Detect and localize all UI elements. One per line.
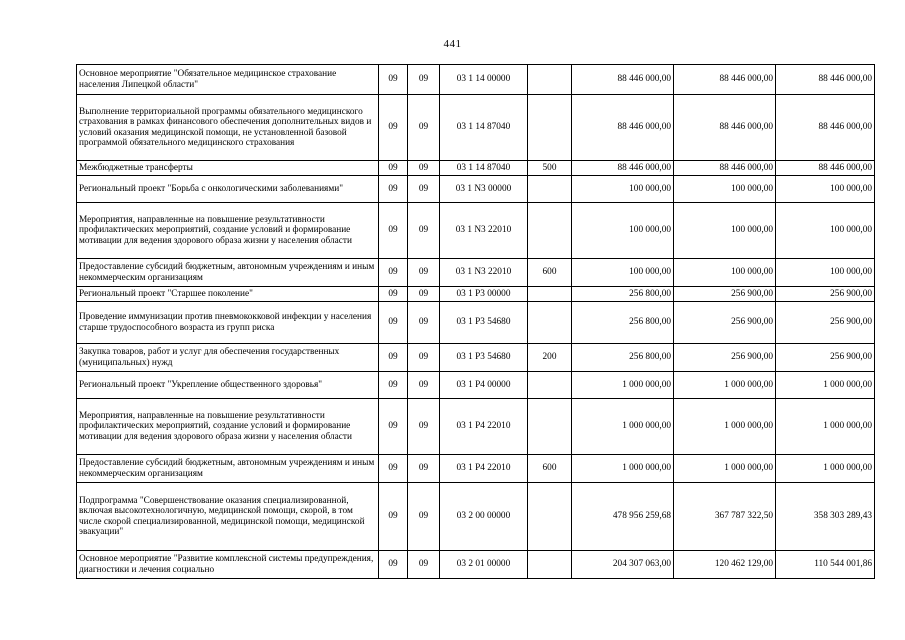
row-name: Предоставление субсидий бюджетным, автономным учреждениям и иным некоммерческим организациям [77, 455, 379, 483]
row-target-article-code: 03 1 P3 54680 [440, 344, 528, 372]
table-row [77, 203, 875, 259]
row-amount-year3: 1 000 000,00 [776, 399, 875, 455]
row-expense-type-code: 600 [528, 259, 572, 287]
row-name: Основное мероприятие "Развитие комплексной системы предупреждения, диагностики и лечения социально [77, 551, 379, 579]
row-target-article-code: 03 1 P4 22010 [440, 455, 528, 483]
row-expense-type-code [528, 483, 572, 551]
row-amount-year1: 204 307 063,00 [572, 551, 674, 579]
page-number: 441 [443, 38, 462, 50]
row-name: Межбюджетные трансферты [77, 161, 379, 176]
row-amount-year1: 88 446 000,00 [572, 65, 674, 95]
table-row [77, 483, 875, 551]
row-amount-year2: 367 787 322,50 [674, 483, 776, 551]
row-target-article-code: 03 1 14 00000 [440, 65, 528, 95]
row-subsection-code: 09 [408, 65, 440, 95]
row-amount-year1: 88 446 000,00 [572, 161, 674, 176]
row-amount-year3: 1 000 000,00 [776, 455, 875, 483]
row-expense-type-code: 600 [528, 455, 572, 483]
row-amount-year2: 256 900,00 [674, 344, 776, 372]
row-amount-year1: 478 956 259,68 [572, 483, 674, 551]
table-row [77, 551, 875, 579]
table-row [77, 176, 875, 203]
row-amount-year2: 100 000,00 [674, 176, 776, 203]
row-target-article-code: 03 1 N3 22010 [440, 259, 528, 287]
row-subsection-code: 09 [408, 483, 440, 551]
row-expense-type-code [528, 65, 572, 95]
row-name: Подпрограмма "Совершенствование оказания специализированной, включая высокотехнологичную, медицинской помощи, скорой, в том числе скорой специализированной, медицинской помощи, медицинской эвакуации" [77, 483, 379, 551]
row-section-code: 09 [379, 287, 408, 302]
row-expense-type-code [528, 287, 572, 302]
row-amount-year2: 88 446 000,00 [674, 95, 776, 161]
row-amount-year3: 256 900,00 [776, 287, 875, 302]
row-amount-year3: 1 000 000,00 [776, 372, 875, 399]
row-amount-year3: 100 000,00 [776, 259, 875, 287]
row-amount-year1: 1 000 000,00 [572, 455, 674, 483]
row-name: Мероприятия, направленные на повышение результативности профилактических мероприятий, создание условий и формирование мотивации для ведения здорового образа жизни у населения области [77, 203, 379, 259]
row-section-code: 09 [379, 161, 408, 176]
row-amount-year1: 256 800,00 [572, 287, 674, 302]
row-target-article-code: 03 2 00 00000 [440, 483, 528, 551]
row-expense-type-code [528, 95, 572, 161]
row-name: Предоставление субсидий бюджетным, автономным учреждениям и иным некоммерческим организациям [77, 259, 379, 287]
row-section-code: 09 [379, 455, 408, 483]
row-section-code: 09 [379, 483, 408, 551]
row-amount-year1: 100 000,00 [572, 259, 674, 287]
row-subsection-code: 09 [408, 344, 440, 372]
table-row [77, 455, 875, 483]
row-amount-year2: 1 000 000,00 [674, 372, 776, 399]
row-amount-year2: 1 000 000,00 [674, 455, 776, 483]
row-section-code: 09 [379, 176, 408, 203]
row-name: Проведение иммунизации против пневмококковой инфекции у населения старше трудоспособного возраста из групп риска [77, 302, 379, 344]
row-amount-year1: 256 800,00 [572, 344, 674, 372]
table-row [77, 287, 875, 302]
row-expense-type-code [528, 203, 572, 259]
row-amount-year3: 256 900,00 [776, 344, 875, 372]
row-amount-year2: 256 900,00 [674, 302, 776, 344]
table-row [77, 302, 875, 344]
row-amount-year3: 256 900,00 [776, 302, 875, 344]
row-amount-year1: 1 000 000,00 [572, 372, 674, 399]
row-subsection-code: 09 [408, 161, 440, 176]
row-section-code: 09 [379, 302, 408, 344]
table-row [77, 372, 875, 399]
row-subsection-code: 09 [408, 455, 440, 483]
row-expense-type-code [528, 399, 572, 455]
row-expense-type-code [528, 302, 572, 344]
table-row [77, 259, 875, 287]
row-target-article-code: 03 2 01 00000 [440, 551, 528, 579]
row-amount-year3: 88 446 000,00 [776, 65, 875, 95]
table-row [77, 161, 875, 176]
row-expense-type-code [528, 551, 572, 579]
row-name: Основное мероприятие "Обязательное медицинское страхование населения Липецкой области" [77, 65, 379, 95]
row-expense-type-code [528, 176, 572, 203]
row-name: Региональный проект "Укрепление общественного здоровья" [77, 372, 379, 399]
row-amount-year3: 358 303 289,43 [776, 483, 875, 551]
row-subsection-code: 09 [408, 399, 440, 455]
row-amount-year2: 88 446 000,00 [674, 161, 776, 176]
row-expense-type-code: 200 [528, 344, 572, 372]
row-amount-year1: 100 000,00 [572, 203, 674, 259]
row-section-code: 09 [379, 259, 408, 287]
row-amount-year3: 100 000,00 [776, 176, 875, 203]
row-target-article-code: 03 1 P4 00000 [440, 372, 528, 399]
row-amount-year2: 100 000,00 [674, 203, 776, 259]
row-amount-year2: 1 000 000,00 [674, 399, 776, 455]
table-row [77, 95, 875, 161]
row-subsection-code: 09 [408, 551, 440, 579]
row-subsection-code: 09 [408, 259, 440, 287]
row-amount-year1: 100 000,00 [572, 176, 674, 203]
row-subsection-code: 09 [408, 372, 440, 399]
row-subsection-code: 09 [408, 95, 440, 161]
row-section-code: 09 [379, 203, 408, 259]
row-subsection-code: 09 [408, 287, 440, 302]
row-name: Региональный проект "Старшее поколение" [77, 287, 379, 302]
row-amount-year1: 256 800,00 [572, 302, 674, 344]
row-section-code: 09 [379, 399, 408, 455]
row-subsection-code: 09 [408, 203, 440, 259]
row-name: Региональный проект "Борьба с онкологическими заболеваниями" [77, 176, 379, 203]
row-name: Мероприятия, направленные на повышение результативности профилактических мероприятий, создание условий и формирование мотивации для ведения здорового образа жизни у населения области [77, 399, 379, 455]
row-amount-year2: 120 462 129,00 [674, 551, 776, 579]
row-amount-year2: 88 446 000,00 [674, 65, 776, 95]
row-amount-year3: 88 446 000,00 [776, 95, 875, 161]
row-amount-year3: 88 446 000,00 [776, 161, 875, 176]
table-row [77, 65, 875, 95]
row-expense-type-code [528, 372, 572, 399]
row-target-article-code: 03 1 N3 00000 [440, 176, 528, 203]
row-name: Закупка товаров, работ и услуг для обеспечения государственных (муниципальных) нужд [77, 344, 379, 372]
row-section-code: 09 [379, 65, 408, 95]
row-amount-year1: 1 000 000,00 [572, 399, 674, 455]
row-amount-year3: 110 544 001,86 [776, 551, 875, 579]
row-subsection-code: 09 [408, 176, 440, 203]
row-amount-year2: 100 000,00 [674, 259, 776, 287]
budget-table-body [77, 65, 875, 579]
table-row [77, 344, 875, 372]
row-target-article-code: 03 1 14 87040 [440, 161, 528, 176]
row-section-code: 09 [379, 372, 408, 399]
row-name: Выполнение территориальной программы обязательного медицинского страхования в рамках финансового обеспечения дополнительных видов и условий оказания медицинской помощи, не установленной базовой программой обязательного медицинского страхования [77, 95, 379, 161]
row-subsection-code: 09 [408, 302, 440, 344]
row-amount-year1: 88 446 000,00 [572, 95, 674, 161]
row-amount-year3: 100 000,00 [776, 203, 875, 259]
row-section-code: 09 [379, 95, 408, 161]
row-target-article-code: 03 1 N3 22010 [440, 203, 528, 259]
row-section-code: 09 [379, 551, 408, 579]
budget-table [76, 64, 875, 579]
row-target-article-code: 03 1 P4 22010 [440, 399, 528, 455]
row-section-code: 09 [379, 344, 408, 372]
row-target-article-code: 03 1 14 87040 [440, 95, 528, 161]
table-row [77, 399, 875, 455]
row-target-article-code: 03 1 P3 54680 [440, 302, 528, 344]
row-expense-type-code: 500 [528, 161, 572, 176]
row-amount-year2: 256 900,00 [674, 287, 776, 302]
row-target-article-code: 03 1 P3 00000 [440, 287, 528, 302]
